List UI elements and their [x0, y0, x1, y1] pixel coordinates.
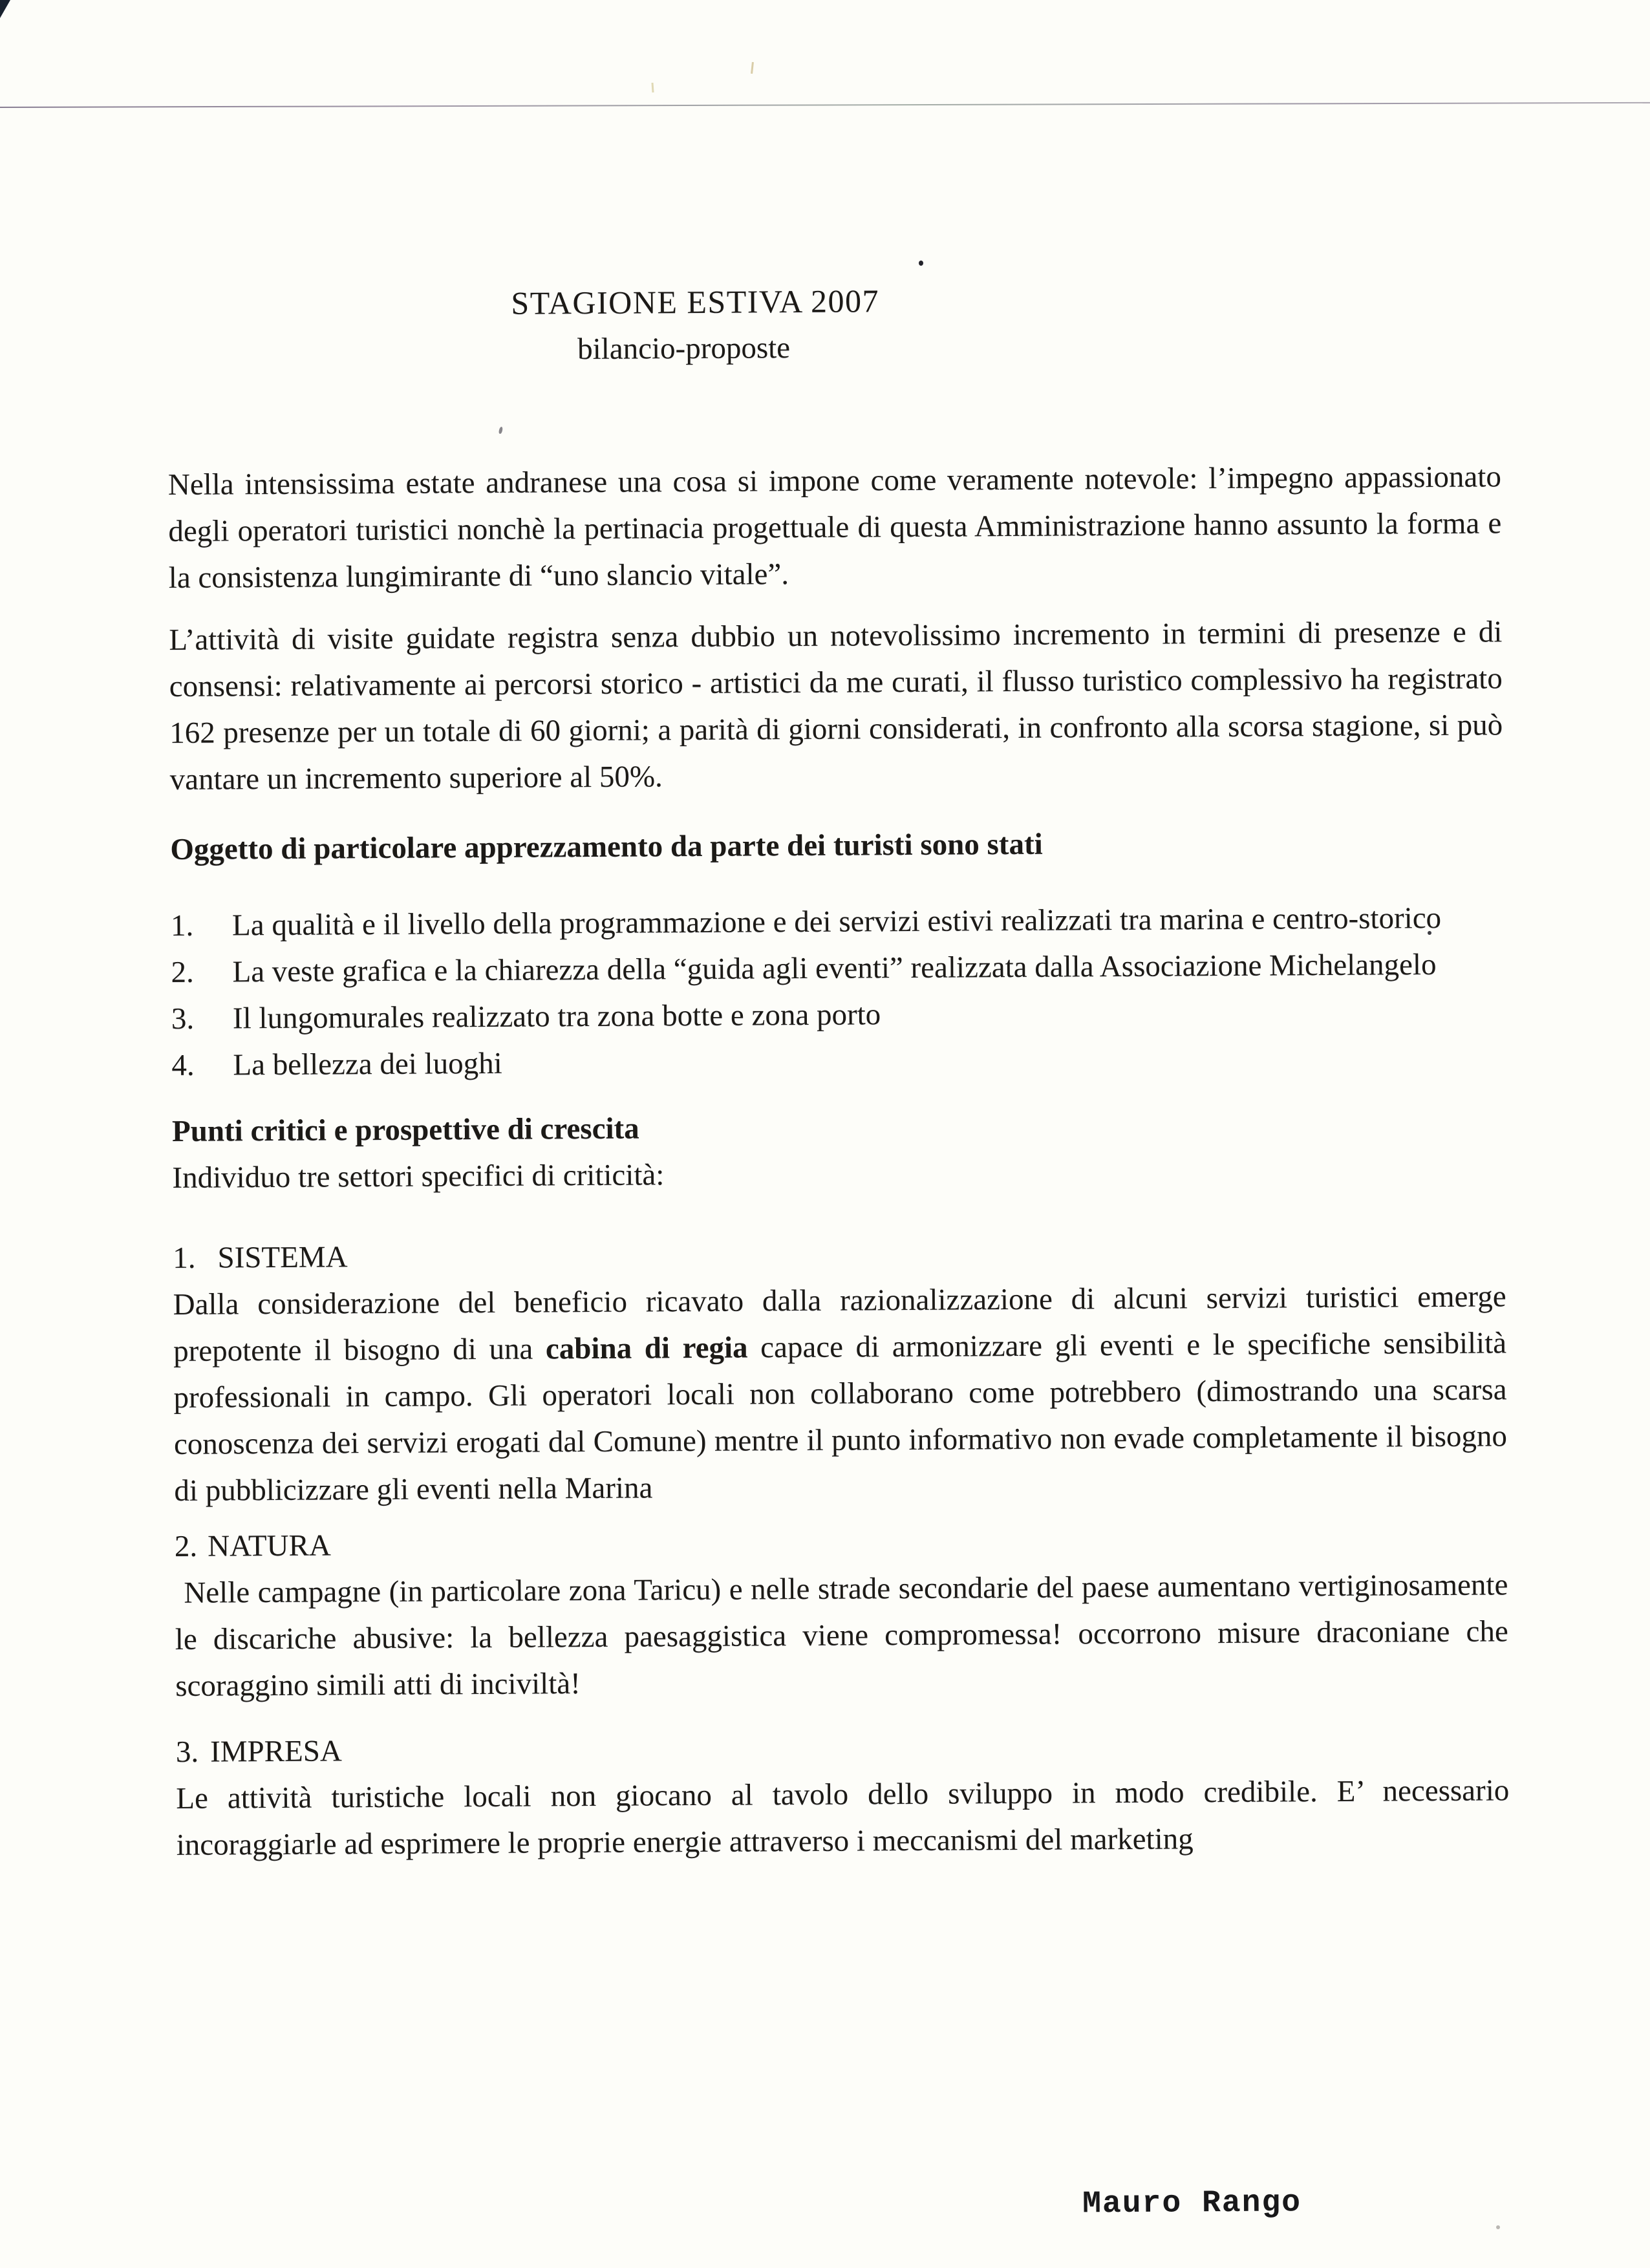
sistema-text-start: Dalla considerazione del beneficio ricavato dalla razionalizzazione di alcuni servizi turistici emerge prepotente il bisogno di una [173, 1279, 1506, 1368]
section-name: IMPRESA [209, 1734, 343, 1769]
paragraph-natura: Nelle campagne (in particolare zona Taricu) e nelle strade secondarie del paese aumentano vertiginosamente le discariche abusive: la bellezza paesaggistica viene compromessa! occorrono misure draconiane che scoraggino simili atti di inciviltà! [175, 1568, 1508, 1703]
scan-scratch [751, 62, 754, 74]
list-item-text: Il lungomurales realizzato tra zona botte e zona porto [232, 998, 881, 1036]
section-number: 3. [175, 1735, 199, 1769]
list-item-number: 4. [171, 1048, 195, 1082]
section-name: NATURA [208, 1528, 331, 1563]
heading-critical-points: Punti critici e prospettive di crescita [171, 1111, 639, 1148]
paragraph-intro: Nella intensissima estate andranese una cosa si impone come veramente notevole: l’impegno appassionato degli operatori turistici nonchè la pertinacia progettuale di questa Amministrazione hanno assunto la forma e la consistenza lungimirante di “uno slancio vitale”. [167, 460, 1502, 595]
scan-speck [919, 261, 923, 266]
heading-appreciation: Oggetto di particolare apprezzamento da parte dei turisti sono stati [170, 827, 1043, 866]
sistema-bold-phrase: cabina di regia [545, 1331, 748, 1366]
list-item [171, 987, 1505, 1042]
list-item-number: 1. [170, 908, 194, 943]
list-item-text: La qualità e il livello della programmazione e dei servizi estivi realizzati tra marina e centro-storico [231, 901, 1442, 943]
document-content [167, 273, 1510, 2222]
document-subtitle: bilancio-proposte [577, 331, 791, 367]
list-item-number: 3. [171, 1001, 195, 1036]
paragraph-sistema [173, 1273, 1507, 1514]
title-block [167, 275, 1224, 375]
heading-sistema [173, 1226, 1506, 1281]
list-item-number: 2. [171, 955, 194, 989]
heading-impresa [176, 1720, 1509, 1775]
appreciation-list [171, 894, 1505, 1089]
scan-fold-line [0, 102, 1650, 108]
list-item-text: La veste grafica e la chiarezza della “guida agli eventi” realizzata dalla Associazione Michelangelo [232, 948, 1437, 989]
paragraph-impresa: Le attività turistiche locali non giocano al tavolo dello sviluppo in modo credibile. E’ necessario incoraggiarle ad esprimere le proprie energie attraverso i meccanismi del marketing [176, 1773, 1510, 1862]
heading-natura [175, 1515, 1508, 1570]
section-number: 1. [173, 1241, 196, 1275]
section-name: SISTEMA [217, 1240, 348, 1275]
signature: Mauro Rango [1082, 2185, 1302, 2222]
section-number: 2. [174, 1529, 198, 1563]
list-item [171, 1034, 1505, 1089]
scan-speck [1496, 2225, 1500, 2229]
list-item-text: La bellezza dei luoghi [233, 1046, 502, 1082]
paragraph-guided-visits: L’attività di visite guidate registra senza dubbio un notevolissimo incremento in termini di presenze e di consensi: relativamente ai percorsi storico - artistici da me curati, il flusso turistico complessivo ha registrato 162 presenze per un totale di 60 giorni; a parità di giorni considerati, in confronto alla scorsa stagione, si può vantare un incremento superiore al 50%. [169, 615, 1503, 797]
sistema-text-end: capace di armonizzare gli eventi e le specifiche sensibilità professionali in campo. Gli operatori locali non collaborano come potrebbero (dimostrando una scarsa conoscenza dei servizi erogati dal Comune) mentre il punto informativo non evade completamente il bisogno di pubblicizzare gli eventi nella Marina [173, 1326, 1508, 1508]
document-title: STAGIONE ESTIVA 2007 [511, 283, 880, 321]
scan-corner-mark [0, 0, 10, 18]
list-item [171, 941, 1504, 996]
critical-points-intro: Individuo tre settori specifici di criticità: [172, 1158, 665, 1195]
scan-scratch [651, 83, 654, 92]
list-item [171, 894, 1504, 949]
